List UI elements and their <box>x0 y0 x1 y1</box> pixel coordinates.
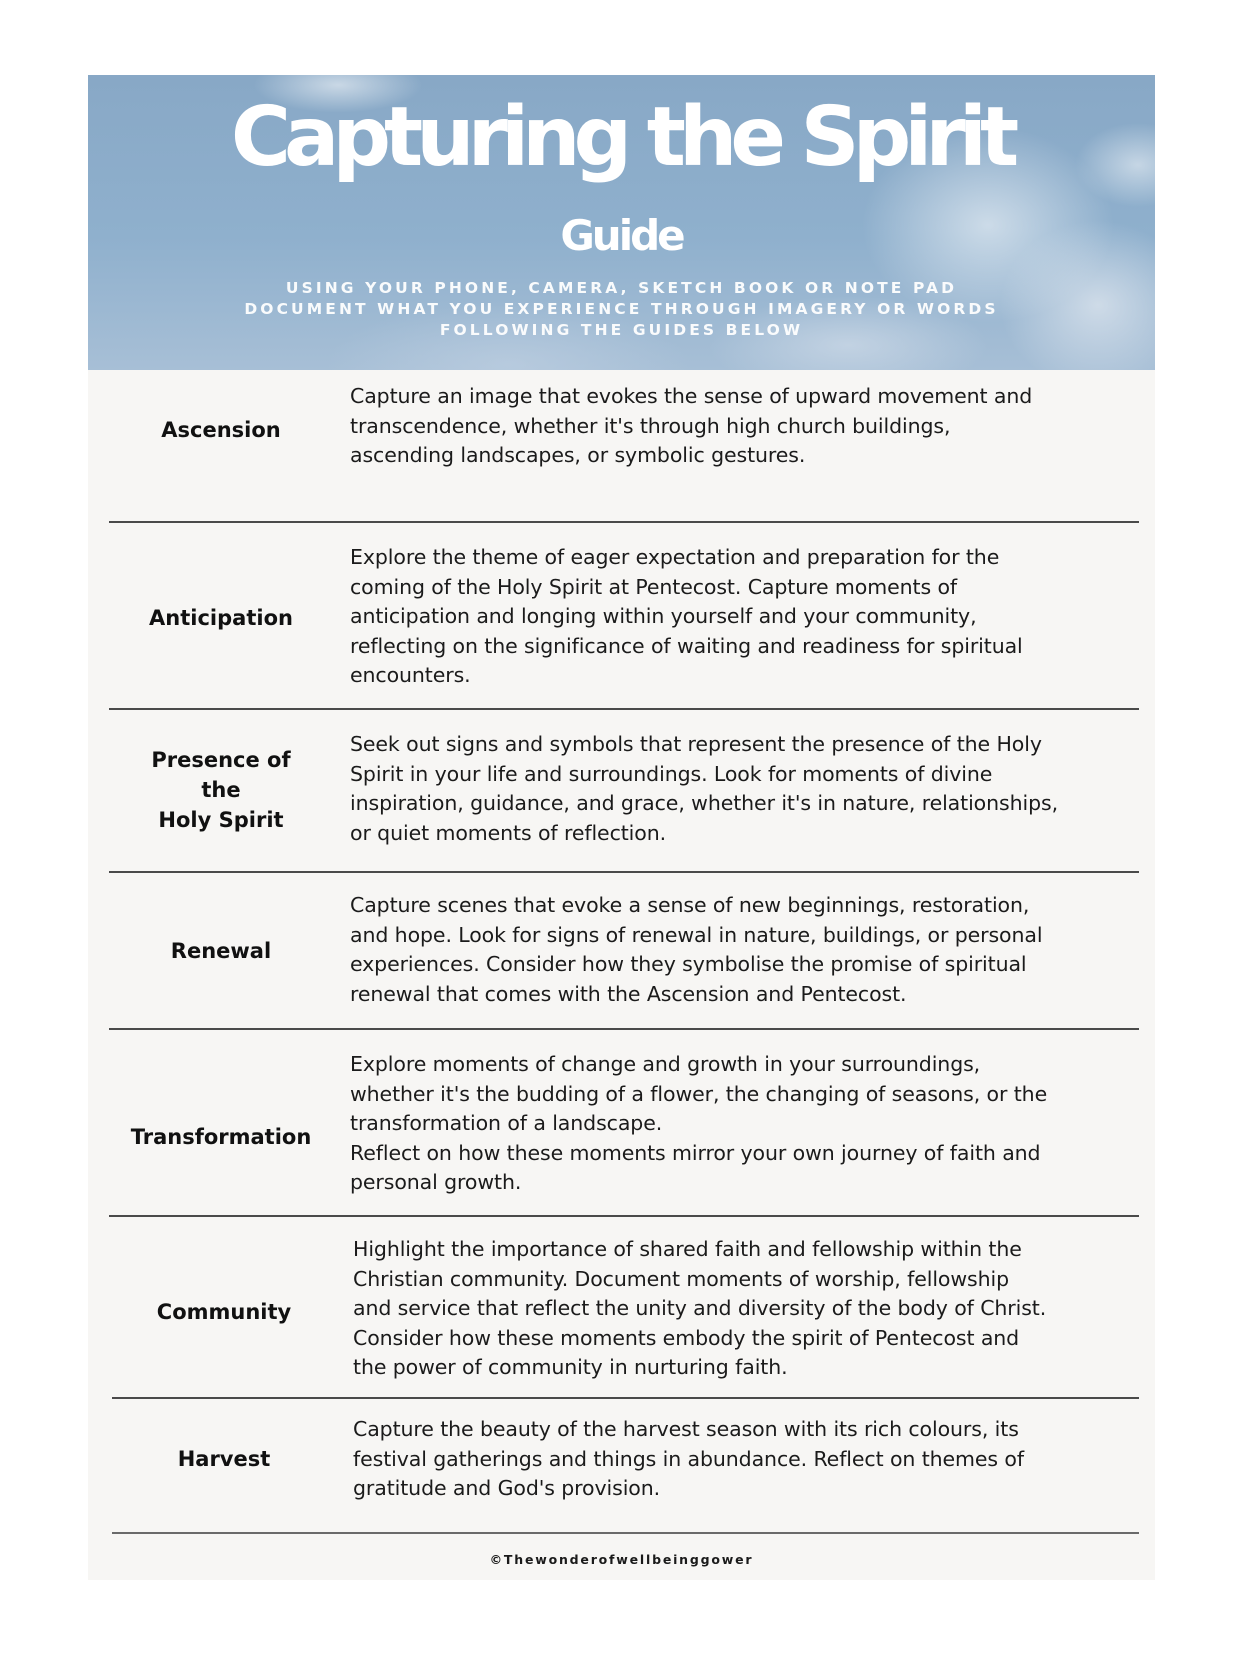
instructions <box>88 278 1155 341</box>
description-line: coming of the Holy Spirit at Pentecost. Capture moments of <box>350 574 958 599</box>
guide-row-ascension <box>88 370 1155 522</box>
guide-description <box>353 1235 1133 1383</box>
description-line: Highlight the importance of shared faith and fellowship within the <box>353 1237 1022 1261</box>
guide-label <box>132 1414 316 1504</box>
guide-label <box>129 370 313 490</box>
description-line: festival gatherings and things in abundance. Reflect on themes of <box>353 1446 1024 1471</box>
guide-description <box>350 1050 1130 1198</box>
guide-label <box>129 1062 313 1212</box>
description-line: Spirit in your life and surroundings. Look for moments of divine <box>350 761 993 786</box>
description-line: Capture an image that evokes the sense of upward movement and <box>350 384 1033 408</box>
page-title: Capturing the Spirit <box>230 90 1013 185</box>
guide-description <box>350 730 1130 848</box>
guide-label-text: Renewal <box>170 939 272 963</box>
page-subtitle: Guide <box>560 211 683 260</box>
description-line: and service that reflect the unity and diversity of the body of Christ. <box>353 1296 1047 1321</box>
description-line: transcendence, whether it's through high church buildings, <box>350 413 951 438</box>
instruction-line: USING YOUR PHONE, CAMERA, SKETCH BOOK OR NOTE PAD <box>285 279 958 297</box>
guide-label-text: Ascension <box>161 418 281 442</box>
description-line: ascending landscapes, or symbolic gestures. <box>350 443 806 468</box>
description-line: Seek out signs and symbols that represent the presence of the Holy <box>350 732 1042 756</box>
description-line: Explore the theme of eager expectation and preparation for the <box>350 545 1000 569</box>
description-line: Explore moments of change and growth in your surroundings, <box>350 1052 981 1076</box>
guide-row-presence-of-the-holy-spirit <box>88 710 1155 872</box>
guide-row-transformation <box>88 1030 1155 1216</box>
row-divider <box>112 1532 1139 1534</box>
description-line: personal growth. <box>350 1170 522 1195</box>
guide-row-renewal <box>88 873 1155 1029</box>
guide-label <box>129 891 313 1011</box>
instruction-line: DOCUMENT WHAT YOU EXPERIENCE THROUGH IMAGERY OR WORDS <box>244 300 999 318</box>
guide-label-text: Holy Spirit <box>158 808 284 832</box>
guide-label-text: Anticipation <box>149 606 293 630</box>
description-line: Reflect on how these moments mirror your own journey of faith and <box>350 1140 1041 1165</box>
description-line: Christian community. Document moments of worship, fellowship <box>353 1266 1010 1291</box>
description-line: transformation of a landscape. <box>350 1111 663 1136</box>
description-line: Capture scenes that evoke a sense of new beginnings, restoration, <box>350 893 1030 917</box>
guide-sheet <box>88 75 1155 1580</box>
guide-label-text: Presence of the <box>151 748 291 802</box>
guide-row-harvest <box>88 1399 1155 1533</box>
description-line: and hope. Look for signs of renewal in nature, buildings, or personal <box>350 922 1043 947</box>
guide-label-text: Transformation <box>130 1125 312 1149</box>
description-line: anticipation and longing within yourself and your community, <box>350 604 977 629</box>
instruction-line: FOLLOWING THE GUIDES BELOW <box>439 321 804 339</box>
description-line: renewal that comes with the Ascension and Pentecost. <box>350 981 907 1006</box>
guide-description <box>350 543 1130 691</box>
guide-description <box>350 382 1130 471</box>
guide-row-community <box>88 1217 1155 1398</box>
description-line: reflecting on the significance of waiting and readiness for spiritual <box>350 633 1023 658</box>
description-line: gratitude and God's provision. <box>353 1476 661 1501</box>
copyright-footer: ©Thewonderofwellbeinggower <box>489 1552 754 1567</box>
description-line: or quiet moments of reflection. <box>350 820 667 845</box>
description-line: Consider how these moments embody the spirit of Pentecost and <box>353 1325 1020 1350</box>
guide-label <box>129 730 313 850</box>
guide-label-text: Harvest <box>177 1447 271 1471</box>
guide-label <box>129 543 313 693</box>
sky-header-banner <box>88 75 1155 370</box>
guide-label <box>132 1237 316 1387</box>
description-line: the power of community in nurturing faith. <box>353 1355 788 1380</box>
description-line: whether it's the budding of a flower, the changing of seasons, or the <box>350 1081 1048 1106</box>
description-line: Capture the beauty of the harvest season with its rich colours, its <box>353 1417 1019 1441</box>
description-line: experiences. Consider how they symbolise the promise of spiritual <box>350 952 1027 977</box>
guide-description <box>353 1415 1133 1504</box>
description-line: encounters. <box>350 663 471 688</box>
guide-row-anticipation <box>88 523 1155 709</box>
guide-label-text: Community <box>156 1300 292 1324</box>
description-line: inspiration, guidance, and grace, whether it's in nature, relationships, <box>350 791 1058 816</box>
guide-description <box>350 891 1130 1009</box>
